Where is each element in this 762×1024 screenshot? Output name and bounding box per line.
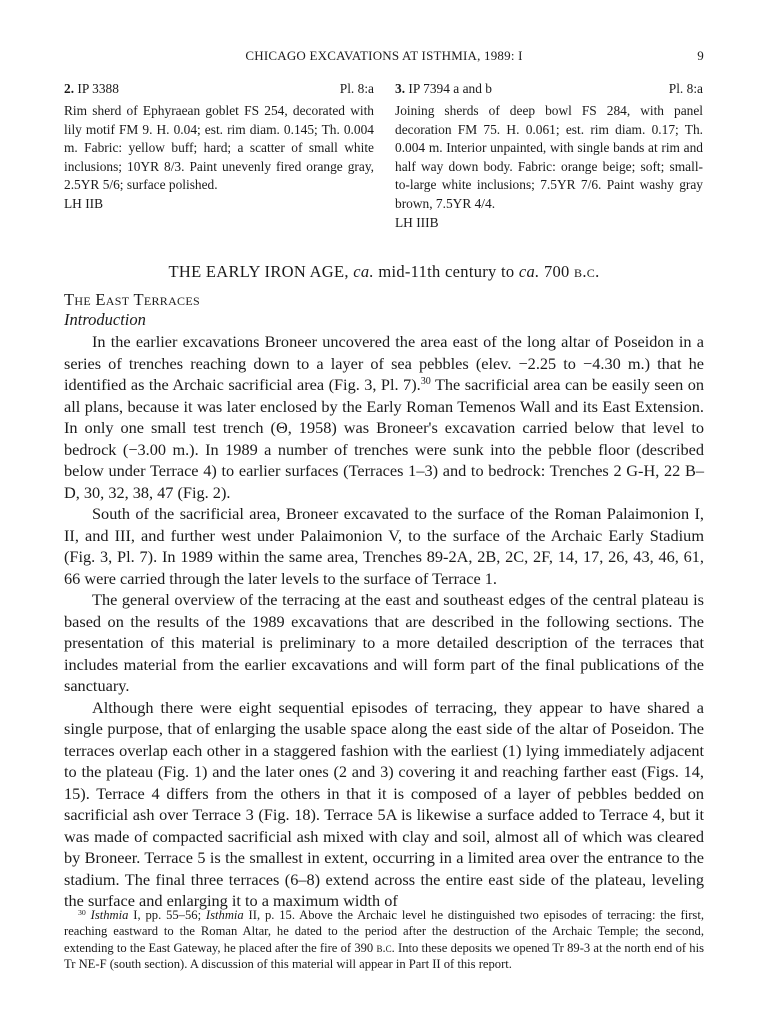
footnote-marker[interactable]: 30	[420, 376, 431, 388]
paragraph: The general overview of the terracing at the east and southeast edges of the central plateau is based on the results of the 1989 excavations that are described in the following sections. The presentation of this material is preliminary to a more detailed description of the terraces that includes material from the earlier excavations and will form part of the final publications of the sanctuary.	[64, 590, 704, 695]
catalogue-entry-header	[395, 80, 703, 102]
footnote-text: I, pp. 55–56;	[128, 908, 206, 922]
footnote-text: II, p. 15. Above the Archaic level he distinguished two episodes of terracing: the first, reaching eastward to the Roman Altar, he dated to the period after the destruction of the Archaic Temple; the second, extending to the East Gateway, he placed after the fire of 390	[64, 908, 704, 955]
plate-reference: Pl. 8:a	[339, 81, 374, 96]
catalogue-period: LH IIB	[64, 195, 104, 211]
running-head	[64, 48, 704, 68]
footnote-number: 30	[78, 908, 86, 918]
footnote	[64, 907, 704, 973]
catalogue-number: 3.	[395, 81, 406, 96]
catalogue-entry	[395, 80, 703, 232]
catalogue-period: LH IIIB	[395, 214, 439, 230]
catalogue-number: 2.	[64, 81, 75, 96]
footnote-era: b.c.	[376, 940, 395, 955]
subsection-subheading: Introduction	[64, 310, 146, 329]
section-title-year: 700	[543, 262, 570, 281]
paragraph: Although there were eight sequential episodes of terracing, they appear to have shared a single purpose, that of enlarging the usable space along the east side of the altar of Poseidon. The terraces overlap each other in a staggered fashion with the earliest (1) lying immediately adjacent to the plateau (Fig. 1) and the later ones (2 and 3) covering it and reaching farther east (Figs. 14, 15). Terrace 4 differs from the others in that it is composed of a layer of pebbles bedded on sacrificial ash over Terrace 3 (Fig. 18). Terrace 5A is likewise a surface added to Terrace 4, but it was made of compacted sacrificial ash mixed with clay and soil, almost all of which was cleared by Broneer. Terrace 5 is the smallest in extent, occurring in a limited area over the entrance to the stadium. The final three terraces (6–8) extend across the entire east side of the plateau, leveling the surface and enlarging it to a maximum width of	[64, 697, 704, 910]
paragraph-text: The sacrificial area can be easily seen on all plans, because it was later enclosed by the Early Roman Temenos Wall and its East Extension. In only one small test trench (Θ, 1958) was Broneer's excavation carried below that level to bedrock (−3.00 m.). In 1989 a number of trenches were sunk into the pebble floor (described below under Terrace 4) to earlier surfaces (Terraces 1–3) and to bedrock: Trenches 2 G-H, 22 B–D, 30, 32, 38, 47 (Fig. 2).	[64, 375, 704, 502]
footnote-work-title: Isthmia	[205, 908, 244, 922]
footnote-work-title: Isthmia	[90, 908, 129, 922]
catalogue-entry-header	[64, 80, 374, 102]
inventory-number: IP 7394 a and b	[408, 81, 492, 96]
plate-reference: Pl. 8:a	[668, 81, 703, 96]
footnote-text: Into these deposits we opened Tr 89-3 at the north end of his Tr NE-F (south section). A discussion of this material will appear in Part II of this report.	[64, 940, 704, 972]
paragraph-text: In the earlier excavations Broneer uncovered the area east of the long altar of Poseidon in a series of trenches reaching down to a layer of sea pebbles (elev. −2.25 to −4.30 m.) that he identified as the Archaic sacrificial area (Fig. 3, Pl. 7).	[64, 332, 704, 394]
paragraph: South of the sacrificial area, Broneer excavated to the surface of the Roman Palaimonion I, II, and III, and further west under Palaimonion V, to the surface of the Archaic Early Stadium (Fig. 3, Pl. 7). In 1989 within the same area, Trenches 89-2A, 2B, 2C, 2F, 14, 17, 26, 43, 46, 61, 66 were carried through the later levels to the surface of Terrace 1.	[64, 504, 704, 588]
section-title-main: THE EARLY IRON AGE,	[168, 262, 349, 281]
section-title	[64, 262, 704, 282]
section-title-ca: ca.	[518, 262, 540, 281]
paragraph	[64, 331, 704, 503]
running-title: CHICAGO EXCAVATIONS AT ISTHMIA, 1989: I	[245, 48, 523, 63]
section-title-era: b.c.	[574, 262, 600, 281]
catalogue-description: Joining sherds of deep bowl FS 284, with panel decoration FM 75. H. 0.061; est. rim diam. 0.17; Th. 0.004 m. Interior unpainted, with single bands at rim and half way down body. Fabric: orange beige; soft; small-to-large white inclusions; 7.5YR 7/6. Paint washy gray brown, 7.5YR 4/4.	[395, 103, 703, 211]
catalogue-entry	[64, 80, 374, 214]
section-title-mid: mid-11th century to	[378, 262, 515, 281]
body-text	[64, 331, 704, 912]
page-number: 9	[697, 48, 704, 63]
subsection-heading: The East Terraces	[64, 290, 200, 309]
inventory-number: IP 3388	[77, 81, 119, 96]
section-title-ca: ca.	[353, 262, 374, 281]
catalogue-description: Rim sherd of Ephyraean goblet FS 254, decorated with lily motif FM 9. H. 0.04; est. rim diam. 0.145; Th. 0.004 m. Fabric: yellow buff; hard; a scatter of small white inclusions; 10YR 8/3. Paint unevenly fired orange gray, 2.5YR 5/6; surface polished.	[64, 103, 374, 193]
